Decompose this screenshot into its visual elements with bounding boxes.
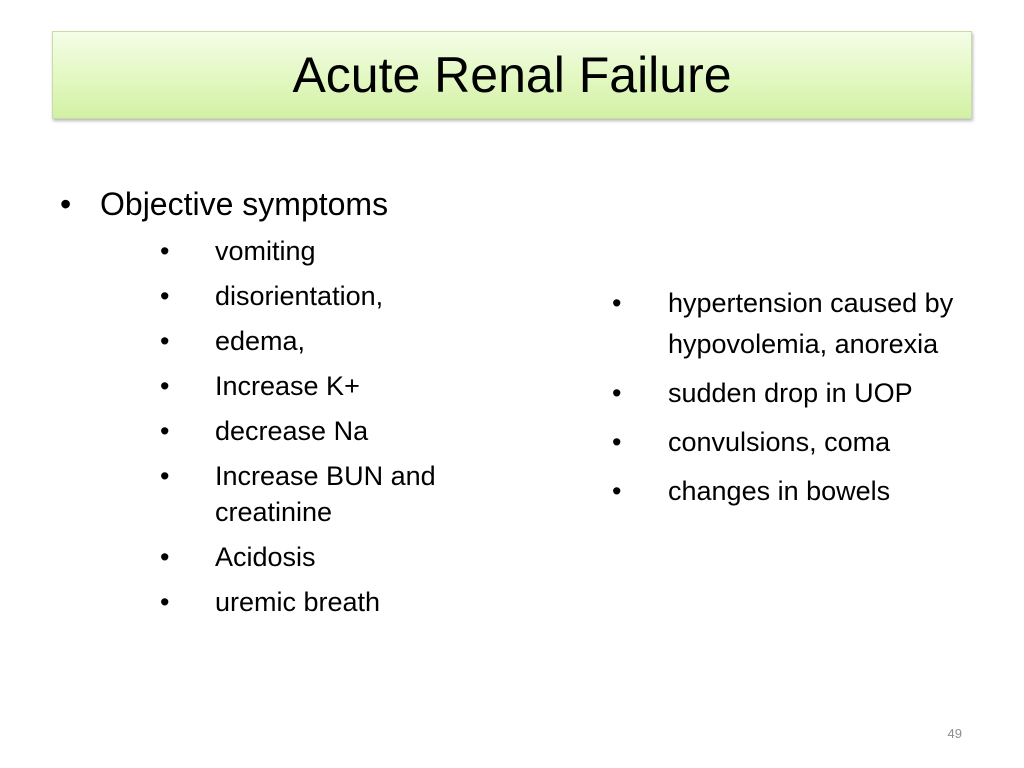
bullet-icon: •: [160, 461, 170, 491]
bullet-icon: •: [160, 281, 170, 311]
list-item: [160, 584, 505, 620]
list-item-text: uremic breath: [215, 587, 381, 617]
list-item-text: sudden drop in UOP: [668, 378, 913, 408]
bullet-icon: •: [160, 371, 170, 401]
list-item-text: edema,: [215, 326, 306, 356]
list-item-text: changes in bowels: [668, 476, 891, 506]
list-item: [160, 368, 505, 404]
right-symptom-list: [612, 283, 978, 520]
list-item-text: disorientation,: [215, 281, 384, 311]
bullet-icon: •: [612, 288, 622, 318]
main-heading-row: [60, 184, 388, 224]
list-item: [612, 471, 978, 512]
list-item-text: convulsions, coma: [668, 427, 891, 457]
list-item: [160, 233, 505, 269]
bullet-icon: •: [612, 378, 622, 408]
bullet-icon: •: [160, 416, 170, 446]
bullet-icon: •: [612, 476, 622, 506]
bullet-icon: •: [160, 326, 170, 356]
bullet-icon: •: [160, 587, 170, 617]
list-item: [160, 539, 505, 575]
list-item: [160, 323, 505, 359]
list-item: [160, 458, 505, 530]
list-item-text: hypertension caused by hypovolemia, anorexia: [668, 288, 954, 359]
left-symptom-list: [160, 233, 505, 629]
page-number: 49: [947, 726, 962, 741]
list-item: [612, 422, 978, 463]
bullet-icon: •: [160, 236, 170, 266]
slide-title: Acute Renal Failure: [292, 47, 732, 103]
list-item-text: Increase K+: [215, 371, 360, 401]
bullet-icon: •: [612, 427, 622, 457]
main-heading-text: Objective symptoms: [100, 186, 389, 222]
list-item-text: Acidosis: [215, 542, 316, 572]
list-item: [612, 373, 978, 414]
bullet-icon: •: [60, 186, 72, 222]
list-item: [612, 283, 978, 365]
list-item-text: vomiting: [215, 236, 316, 266]
list-item-text: Increase BUN and creatinine: [215, 461, 436, 527]
list-item: [160, 413, 505, 449]
slide-title-box: [52, 31, 972, 119]
list-item: [160, 278, 505, 314]
bullet-icon: •: [160, 542, 170, 572]
list-item-text: decrease Na: [215, 416, 369, 446]
